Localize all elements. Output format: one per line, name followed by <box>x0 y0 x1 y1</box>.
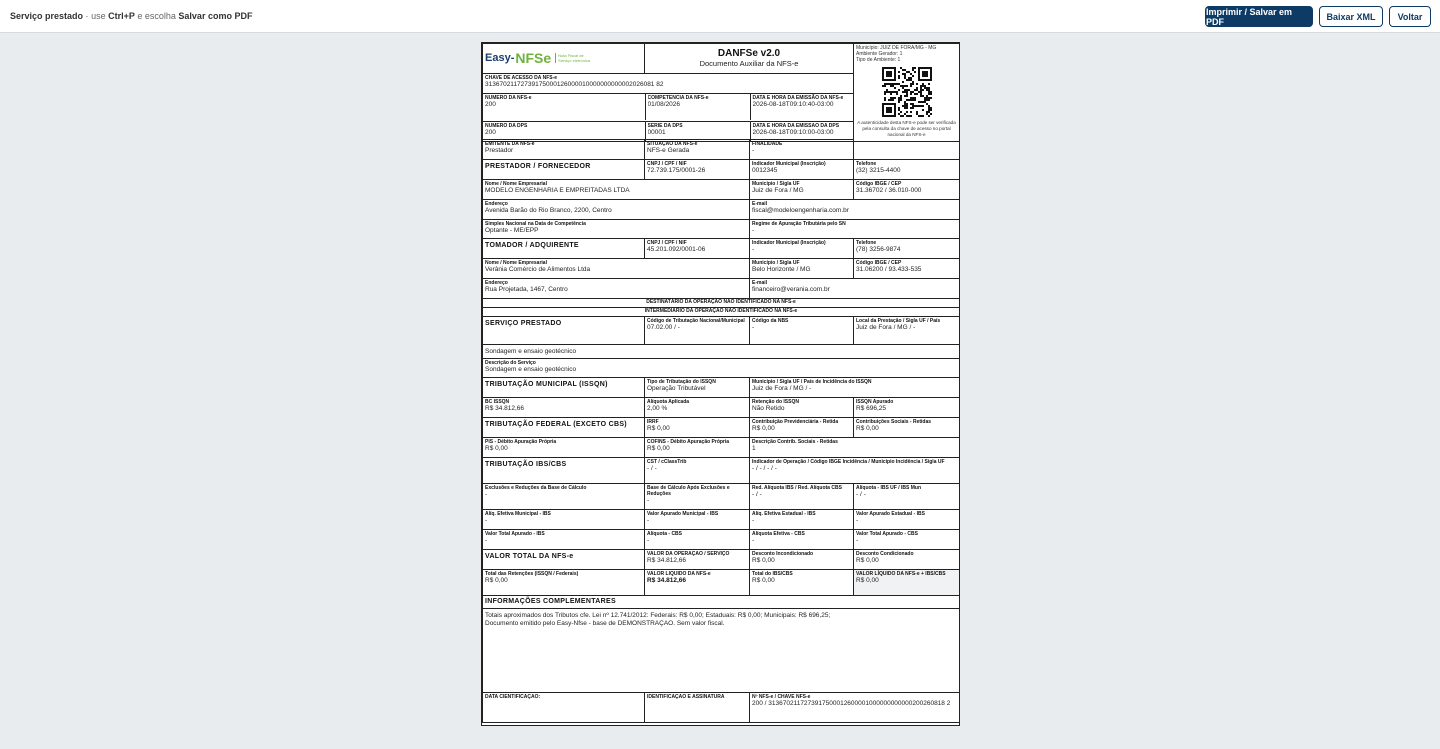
local-prest: Juiz de Fora / MG / - <box>856 324 916 331</box>
exclusoes-label: Exclusões e Reduções da Base de Cálculo <box>485 485 587 491</box>
tomador-cnpj-label: CNPJ / CPF / NIF <box>647 240 687 246</box>
main-table <box>482 139 960 723</box>
tomador-cnpj: 45.201.092/0001-06 <box>647 246 706 253</box>
regime-sn-label: Regime de Apuração Tributária pelo SN <box>752 221 846 227</box>
mun-incid: Juiz de Fora / MG / - <box>752 385 812 392</box>
competencia-label: COMPETÊNCIA DA NFS-e <box>647 95 709 101</box>
total-ibscbs-value: R$ 0,00 <box>752 577 775 584</box>
aliq-ef-mun-label: Alíq. Efetiva Municipal - IBS <box>485 511 551 517</box>
serie-dps-label: SÉRIE DA DPS <box>647 123 683 129</box>
desc-incond-label: Desconto Incondicionado <box>752 551 814 557</box>
hint-action: Salvar como PDF <box>178 11 253 21</box>
nfse-chave-value: 200 / 3136702117273917500012600001000000000000200260818 2 <box>752 700 951 707</box>
print-hint <box>10 11 252 21</box>
dh-emissao-nfse-label: DATA E HORA DA EMISSÃO DA NFS-e <box>752 95 844 101</box>
bc-value: R$ 34.812,66 <box>485 405 525 412</box>
tomador-end-label: Endereço <box>485 280 508 286</box>
irrf-label: IRRF <box>647 419 659 425</box>
valor-oper-label: VALOR DA OPERAÇÃO / SERVIÇO <box>647 551 730 557</box>
val-tot-cbs-value: - <box>856 537 859 544</box>
prestador-cnpj: 72.739.175/0001-26 <box>647 167 706 174</box>
competencia: 01/08/2026 <box>647 101 681 108</box>
desc-contrib-label: Descrição Contrib. Sociais - Retidas <box>752 439 838 445</box>
title-cell <box>645 44 854 74</box>
total-ret-label: Total das Retenções (ISSQN / Federais) <box>485 571 579 577</box>
hint-title: Serviço prestado <box>10 11 84 21</box>
hint-text: use <box>91 11 106 21</box>
desc-contrib-value: 1 <box>752 445 756 452</box>
aliq-ef-cbs-label: Alíquota Efetiva - CBS <box>752 531 805 537</box>
valor-liq-value: R$ 34.812,66 <box>647 577 687 584</box>
servico-text: Sondagem e ensaio geotécnico <box>485 348 577 355</box>
tipo-trib-label: Tipo de Tributação do ISSQN <box>647 379 716 385</box>
dh-emissao-nfse: 2026-08-18T09:10:40-03:00 <box>752 101 834 108</box>
document-subtitle: Documento Auxiliar da NFS-e <box>699 59 799 68</box>
issqn-ap-label: ISSQN Apurado <box>856 399 894 405</box>
chave-value: 31367021172739175000126000010000000000002026081 82 <box>485 81 664 88</box>
aliq-cbs-value: - <box>647 537 650 544</box>
trib-ibs-title: TRIBUTAÇÃO IBS/CBS <box>485 461 567 468</box>
tomador-ibge: 31.06200 / 93.433-535 <box>856 266 922 273</box>
prestador-mun-label: Município / Sigla UF <box>752 181 800 187</box>
data-cient-label: DATA CIENTIFICAÇÃO: <box>485 694 541 700</box>
val-tot-ibs-label: Valor Total Apurado - IBS <box>485 531 545 537</box>
aliq-value: 2,00 % <box>647 405 668 412</box>
destinatario-note: DESTINATÁRIO DA OPERAÇÃO NÃO IDENTIFICADO NA NFS-e <box>646 299 796 305</box>
retencao-label: Retenção do ISSQN <box>752 399 799 405</box>
prestador-ibge: 31.36702 / 36.010-000 <box>856 187 922 194</box>
bc-label: BC ISSQN <box>485 399 510 405</box>
red-aliq-value: - / - <box>752 491 762 498</box>
cp-ret-label: Contribuição Previdenciária - Retida <box>752 419 839 425</box>
nfse-chave-label: Nº NFS-e / CHAVE NFS-e <box>752 694 811 700</box>
local-prest-label: Local da Prestação / Sigla UF / País <box>856 318 941 324</box>
tipo-trib: Operação Tributável <box>647 385 706 392</box>
ind-oper-value: - / - / - / - <box>752 465 777 472</box>
exclusoes-value: - <box>485 491 488 498</box>
cst-label: CST / cClassTrib <box>647 459 687 465</box>
cod-nbs-label: Código da NBS <box>752 318 789 324</box>
prestador-im-label: Indicador Municipal (Inscrição) <box>752 161 826 167</box>
regime-sn-value: - <box>752 227 755 234</box>
qr-code-icon <box>882 67 932 117</box>
aliq-label: Alíquota Aplicada <box>647 399 690 405</box>
val-tot-cbs-label: Valor Total Apurado - CBS <box>856 531 918 537</box>
tomador-tel-label: Telefone <box>856 240 877 246</box>
val-ap-est-label: Valor Apurado Estadual - IBS <box>856 511 925 517</box>
val-ap-mun-label: Valor Apurado Municipal - IBS <box>647 511 719 517</box>
hint-separator: · <box>85 11 89 21</box>
valor-oper-value: R$ 34.812,66 <box>647 557 687 564</box>
cst-value: - / - <box>647 465 657 472</box>
aliq-ef-est-label: Alíq. Efetiva Estadual - IBS <box>752 511 816 517</box>
val-ap-est-value: - <box>856 517 859 524</box>
cod-nbs: - <box>752 324 755 331</box>
qr-cell <box>854 44 960 142</box>
aliq-ef-cbs-value: - <box>752 537 755 544</box>
tomador-email: financeiro@verania.com.br <box>752 286 830 293</box>
tomador-im-label: Indicador Municipal (Inscrição) <box>752 240 826 246</box>
valor-liq-ibs-label: VALOR LÍQUIDO DA NFS-e + IBS/CBS <box>856 571 946 577</box>
qr-note: A autenticidade desta NFS-e pode ser verificada pela consulta da chave de acesso no portal nacional da NFS-e <box>857 120 956 137</box>
cod-trib-label: Código de Tributação Nacional/Municipal <box>647 318 745 324</box>
pis-label: PIS - Débito Apuração Própria <box>485 439 557 445</box>
tomador-nome: Verânia Comércio de Alimentos Ltda <box>485 266 591 273</box>
prestador-title: PRESTADOR / FORNECEDOR <box>485 163 591 170</box>
back-button[interactable]: Voltar <box>1389 6 1431 27</box>
aliq-ef-mun-value: - <box>485 517 488 524</box>
cs-ret-label: Contribuições Sociais - Retidas <box>856 419 932 425</box>
municipio-info: Município: JUIZ DE FORA/MG - MG <box>856 45 937 51</box>
tipo-ambiente: Tipo de Ambiente: 1 <box>856 57 901 63</box>
tomador-title: TOMADOR / ADQUIRENTE <box>485 242 579 249</box>
servico-title: SERVIÇO PRESTADO <box>485 320 562 327</box>
simples-label: Simples Nacional na Data de Competência <box>485 221 586 227</box>
cofins-value: R$ 0,00 <box>647 445 670 452</box>
red-aliq-label: Red. Alíquota IBS / Red. Alíquota CBS <box>752 485 842 491</box>
descricao: Sondagem e ensaio geotécnico <box>485 366 577 373</box>
pis-value: R$ 0,00 <box>485 445 508 452</box>
emitente-label: EMITENTE DA NFS-e <box>485 141 535 147</box>
info-title: INFORMAÇÕES COMPLEMENTARES <box>485 598 616 605</box>
val-ap-mun-value: - <box>647 517 650 524</box>
mun-incid-label: Município / Sigla UF / País de Incidência do ISSQN <box>752 379 872 385</box>
val-tot-ibs-value: - <box>485 537 488 544</box>
desc-cond-label: Desconto Condicionado <box>856 551 914 557</box>
aliq-ibs-label: Alíquota - IBS UF / IBS Mun <box>856 485 921 491</box>
prestador-mun: Juiz de Fora / MG <box>752 187 804 194</box>
situacao-label: SITUAÇÃO DA NFS-e <box>647 141 698 147</box>
tomador-email-label: E-mail <box>752 280 768 286</box>
valor-liq-ibs-value: R$ 0,00 <box>856 577 879 584</box>
valor-liq-label: VALOR LÍQUIDO DA NFS-e <box>647 571 711 577</box>
prestador-end: Avenida Barão do Rio Branco, 2200, Centro <box>485 207 612 214</box>
prestador-nome: MODELO ENGENHARIA E EMPREITADAS LTDA <box>485 187 630 194</box>
numero-nfse-label: NÚMERO DA NFS-e <box>485 95 532 101</box>
ind-oper-label: Indicador de Operação / Código IBGE Incidência / Município Incidência / Sigla UF <box>752 459 945 465</box>
download-xml-button[interactable]: Baixar XML <box>1319 6 1383 27</box>
document-title: DANFSe v2.0 <box>717 48 781 59</box>
numero-dps-label: NÚMERO DA DPS <box>485 123 528 129</box>
hint-text-2: e escolha <box>137 11 176 21</box>
descricao-label: Descrição do Serviço <box>485 360 536 366</box>
logo-subtitle: Nota Fiscal de Serviço eletrônica <box>555 53 597 63</box>
situacao: NFS-e Gerada <box>647 147 690 154</box>
cod-trib: 07.02.00 / - <box>647 324 680 331</box>
emitente: Prestador <box>485 147 514 154</box>
tomador-mun-label: Município / Sigla UF <box>752 260 800 266</box>
desc-cond-value: R$ 0,00 <box>856 557 879 564</box>
serie-dps: 00001 <box>647 129 666 136</box>
hint-shortcut: Ctrl+P <box>108 11 135 21</box>
prestador-tel: (32) 3215-4400 <box>856 167 901 174</box>
base-calc-value: - <box>647 497 650 504</box>
cs-ret-value: R$ 0,00 <box>856 425 879 432</box>
finalidade-label: FINALIDADE <box>752 141 783 147</box>
ambiente-gerador: Ambiente Gerador: 1 <box>856 51 903 57</box>
easy-nfse-logo <box>485 48 642 68</box>
prestador-end-label: Endereço <box>485 201 508 207</box>
aliq-ibs-value: - / - <box>856 491 866 498</box>
prestador-email-label: E-mail <box>752 201 768 207</box>
tomador-im: - <box>752 246 755 253</box>
prestador-tel-label: Telefone <box>856 161 877 167</box>
numero-nfse: 200 <box>485 101 496 108</box>
ident-label: IDENTIFICAÇÃO E ASSINATURA <box>647 694 725 700</box>
trib-mun-title: TRIBUTAÇÃO MUNICIPAL (ISSQN) <box>485 381 608 388</box>
cp-ret-value: R$ 0,00 <box>752 425 775 432</box>
prestador-nome-label: Nome / Nome Empresarial <box>485 181 547 187</box>
tomador-nome-label: Nome / Nome Empresarial <box>485 260 547 266</box>
tomador-end: Rua Projetada, 1467, Centro <box>485 286 568 293</box>
logo-cell <box>483 44 645 74</box>
aliq-ef-est-value: - <box>752 517 755 524</box>
info-line-2: Documento emitido pelo Easy-Nfse - base de DEMONSTRAÇÃO. Sem valor fiscal. <box>485 620 725 627</box>
base-calc-label: Base de Cálculo Após Exclusões e Reduções <box>647 485 730 497</box>
chave-label: CHAVE DE ACESSO DA NFS-e <box>485 75 558 81</box>
aliq-cbs-label: Alíquota - CBS <box>647 531 682 537</box>
prestador-ibge-label: Código IBGE / CEP <box>856 181 902 187</box>
total-ret-value: R$ 0,00 <box>485 577 508 584</box>
print-pdf-button[interactable]: Imprimir / Salvar em PDF <box>1205 6 1313 27</box>
total-ibscbs-label: Total do IBS/CBS <box>752 571 793 577</box>
tomador-ibge-label: Código IBGE / CEP <box>856 260 902 266</box>
finalidade: - <box>752 147 755 154</box>
issqn-ap-value: R$ 696,25 <box>856 405 886 412</box>
tomador-mun: Belo Horizonte / MG <box>752 266 811 273</box>
prestador-email: fiscal@modeloengenharia.com.br <box>752 207 849 214</box>
intermediario-note: INTERMEDIÁRIO DA OPERAÇÃO NÃO IDENTIFICADO NA NFS-e <box>644 308 798 314</box>
danfse-document <box>481 42 960 726</box>
trib-fed-title: TRIBUTAÇÃO FEDERAL (EXCETO CBS) <box>485 421 627 428</box>
desc-incond-value: R$ 0,00 <box>752 557 775 564</box>
simples-value: Optante - ME/EPP <box>485 227 539 234</box>
dh-emissao-dps-label: DATA E HORA DA EMISSÃO DA DPS <box>752 123 840 129</box>
valor-total-title: VALOR TOTAL DA NFS-e <box>485 553 574 560</box>
top-toolbar <box>0 0 1440 33</box>
tomador-tel: (78) 3256-9874 <box>856 246 901 253</box>
info-line-1: Totais aproximados dos Tributos cfe. Lei nº 12.741/2012: Federais: R$ 0,00; Estaduais: R$ 0,00; Municipais: R$ 696,25; <box>485 612 831 619</box>
header-table <box>482 43 960 142</box>
numero-dps: 200 <box>485 129 496 136</box>
prestador-cnpj-label: CNPJ / CPF / NIF <box>647 161 687 167</box>
cofins-label: COFINS - Débito Apuração Própria <box>647 439 730 445</box>
logo-nfse-text: NFSe <box>515 50 552 66</box>
prestador-im: 0012345 <box>752 167 778 174</box>
irrf-value: R$ 0,00 <box>647 425 670 432</box>
retencao-value: Não Retido <box>752 405 785 412</box>
dh-emissao-dps: 2026-08-18T09:10:00-03:00 <box>752 129 834 136</box>
logo-easy-text: Easy- <box>485 52 515 64</box>
